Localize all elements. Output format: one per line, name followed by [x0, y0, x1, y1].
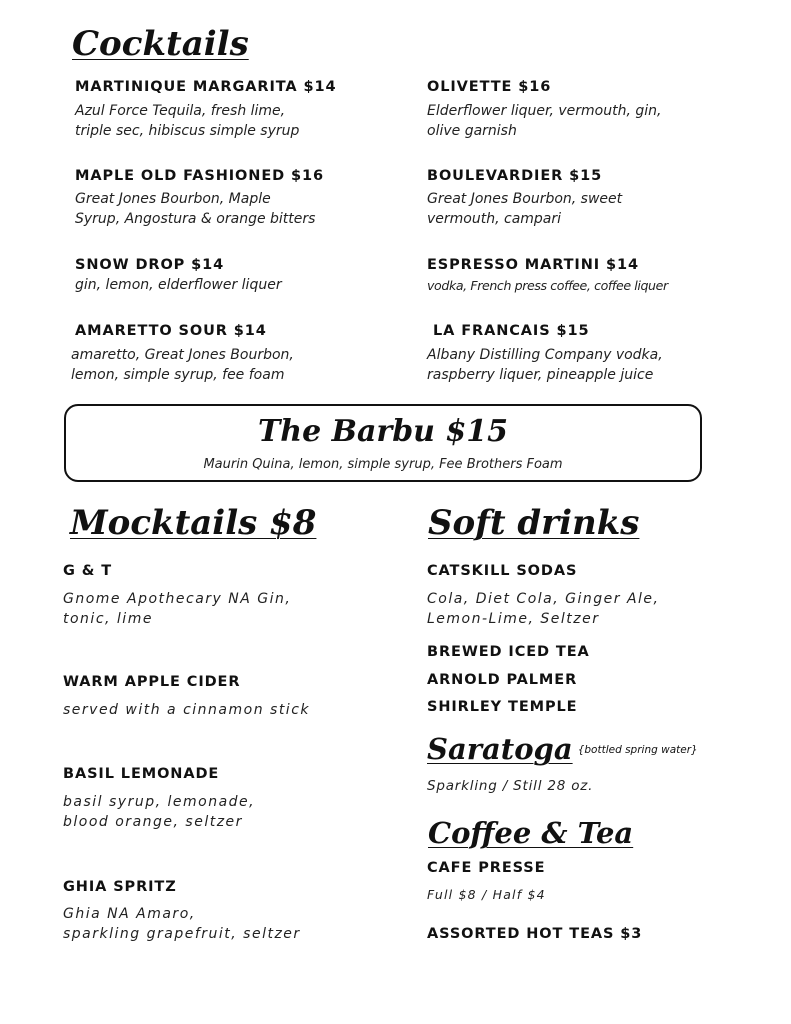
desc-line: gin, lemon, elderflower liquer	[75, 277, 282, 293]
desc-line: Albany Distilling Company vodka,	[427, 347, 663, 363]
soft-drinks-heading: Soft drinks	[428, 503, 640, 543]
desc-line: blood orange, seltzer	[63, 814, 243, 830]
featured-drink-desc: Maurin Quina, lemon, simple syrup, Fee Brothers Foam	[203, 457, 563, 472]
desc-line: Great Jones Bourbon, Maple	[75, 191, 271, 207]
desc-line: basil syrup, lemonade,	[63, 794, 256, 810]
menu-item-desc	[427, 102, 662, 141]
desc-line: Azul Force Tequila, fresh lime,	[75, 103, 286, 119]
menu-item-desc	[427, 276, 668, 296]
saratoga-desc: Sparkling / Still 28 oz.	[427, 778, 594, 794]
menu-item-desc	[63, 700, 310, 720]
desc-line: olive garnish	[427, 122, 517, 139]
menu-item-desc: Full $8 / Half $4	[427, 887, 546, 902]
desc-line: raspberry liquer, pineapple juice	[427, 366, 654, 383]
menu-item-desc	[427, 190, 622, 229]
menu-item-desc	[63, 904, 301, 944]
menu-item-desc	[71, 346, 294, 385]
cocktails-heading: Cocktails	[72, 24, 249, 64]
menu-item-name: MAPLE OLD FASHIONED $16	[75, 168, 324, 184]
desc-line: Lemon-Lime, Seltzer	[427, 611, 600, 627]
menu-item-name: AMARETTO SOUR $14	[75, 323, 267, 339]
desc-line: Cola, Diet Cola, Ginger Ale,	[427, 591, 660, 607]
menu-item-name: ESPRESSO MARTINI $14	[427, 257, 639, 273]
menu-item-desc	[63, 792, 255, 832]
menu-item-desc	[63, 589, 291, 629]
desc-line: amaretto, Great Jones Bourbon,	[71, 347, 294, 363]
menu-item-desc	[75, 276, 282, 296]
featured-drink-box	[64, 404, 702, 482]
mocktails-heading: Mocktails $8	[70, 503, 317, 543]
desc-line: tonic, lime	[63, 611, 153, 627]
menu-item-desc	[75, 190, 315, 229]
menu-item-name: G & T	[63, 563, 113, 579]
desc-line: Great Jones Bourbon, sweet	[427, 191, 623, 207]
menu-item-name: CAFE PRESSE	[427, 860, 546, 876]
coffee-tea-heading: Coffee & Tea	[428, 816, 634, 850]
saratoga-note: {bottled spring water}	[577, 744, 698, 756]
desc-line: vodka, French press coffee, coffee liquer	[427, 278, 668, 293]
desc-line: Gnome Apothecary NA Gin,	[63, 591, 292, 607]
desc-line: lemon, simple syrup, fee foam	[71, 366, 285, 383]
menu-item-name: MARTINIQUE MARGARITA $14	[75, 79, 337, 95]
menu-item-desc	[75, 102, 299, 141]
desc-line: served with a cinnamon stick	[63, 702, 310, 718]
menu-item-desc	[427, 589, 660, 629]
menu-item-name: OLIVETTE $16	[427, 79, 552, 95]
desc-line: Elderflower liquer, vermouth, gin,	[427, 103, 662, 119]
menu-item-name: BASIL LEMONADE	[63, 766, 220, 782]
menu-item-name: GHIA SPRITZ	[63, 879, 177, 895]
menu-item-name: SHIRLEY TEMPLE	[427, 699, 578, 715]
desc-line: triple sec, hibiscus simple syrup	[75, 122, 300, 139]
saratoga-header	[427, 732, 698, 766]
menu-item-name: ARNOLD PALMER	[427, 672, 578, 688]
featured-drink-title: The Barbu $15	[257, 414, 509, 449]
menu-item-name: ASSORTED HOT TEAS $3	[427, 926, 643, 942]
menu-item-name: BREWED ICED TEA	[427, 644, 590, 660]
menu-item-name: CATSKILL SODAS	[427, 563, 578, 579]
desc-line: vermouth, campari	[427, 210, 562, 227]
menu-item-name: SNOW DROP $14	[75, 257, 225, 273]
menu-item-name: LA FRANCAIS $15	[433, 323, 590, 339]
desc-line: Ghia NA Amaro,	[63, 906, 196, 922]
menu-item-desc	[427, 346, 663, 385]
desc-line: sparkling grapefruit, seltzer	[63, 926, 301, 942]
menu-item-name: BOULEVARDIER $15	[427, 168, 603, 184]
desc-line: Syrup, Angostura & orange bitters	[75, 210, 316, 227]
saratoga-heading: Saratoga	[427, 732, 573, 766]
menu-item-name: WARM APPLE CIDER	[63, 674, 241, 690]
